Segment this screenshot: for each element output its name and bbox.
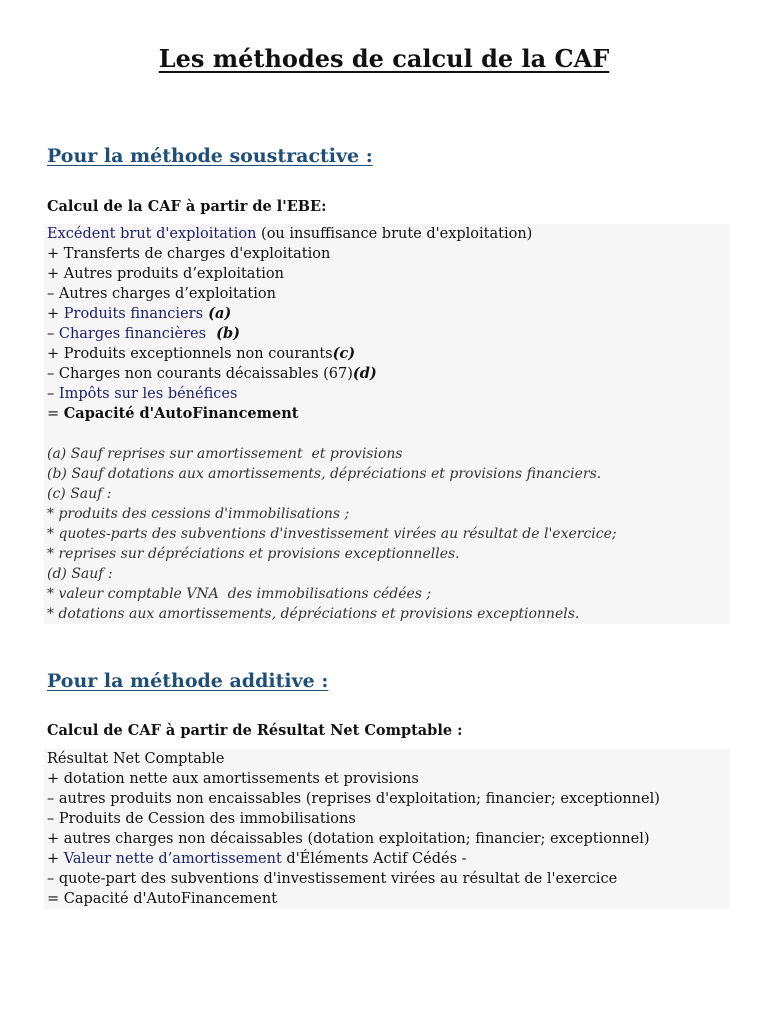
formula-line <box>47 304 727 324</box>
formula-line <box>47 364 727 384</box>
line-result: Capacité d'AutoFinancement <box>63 405 299 422</box>
formula-line: + Transferts de charges d'exploitation <box>47 246 331 262</box>
formula-line <box>47 849 727 869</box>
line-sign: = <box>47 406 64 422</box>
formula-line: + autres charges non décaissables (dotation exploitation; financier; exceptionnel) <box>47 831 650 847</box>
subheading-ebe: Calcul de la CAF à partir de l'EBE: <box>47 198 327 215</box>
line-term: Excédent brut d'exploitation <box>47 226 257 242</box>
line-note-ref: (d) <box>352 365 377 382</box>
footnote-line: * quotes-parts des subventions d'investissement virées au résultat de l'exercice; <box>47 526 617 542</box>
additive-formula-box <box>44 749 730 909</box>
formula-line: – Autres charges d’exploitation <box>47 286 276 302</box>
spacer <box>47 424 727 444</box>
formula-line: – quote-part des subventions d'investissement virées au résultat de l'exercice <box>47 871 618 887</box>
line-sign: – <box>47 386 59 402</box>
footnote-line: * dotations aux amortissements, dépréciations et provisions exceptionnels. <box>47 606 580 622</box>
footnote-line: * produits des cessions d'immobilisations ; <box>47 506 350 522</box>
line-term: Produits financiers <box>63 306 204 322</box>
formula-line <box>47 224 727 244</box>
line-note-ref: (c) <box>332 345 356 362</box>
formula-line <box>47 384 727 404</box>
section-heading-additive: Pour la méthode additive : <box>47 670 329 692</box>
footnote-line: (a) Sauf reprises sur amortissement et provisions <box>47 446 403 462</box>
line-text: – Charges non courants décaissables (67) <box>47 366 353 382</box>
formula-line: + Autres produits d’exploitation <box>47 266 284 282</box>
formula-line: = Capacité d'AutoFinancement <box>47 891 278 907</box>
subheading-rnc: Calcul de CAF à partir de Résultat Net Comptable : <box>47 722 463 739</box>
footnote-line: (d) Sauf : <box>47 566 113 582</box>
line-sign: – <box>47 326 59 342</box>
line-note-ref: (a) <box>203 305 232 322</box>
formula-line: – Produits de Cession des immobilisations <box>47 811 356 827</box>
formula-line <box>47 344 727 364</box>
line-sign: + <box>47 851 64 867</box>
formula-line <box>47 404 727 424</box>
line-text: d'Éléments Actif Cédés - <box>281 851 467 867</box>
formula-line: + dotation nette aux amortissements et provisions <box>47 771 419 787</box>
formula-line: – autres produits non encaissables (reprises d'exploitation; financier; exceptionnel) <box>47 791 660 807</box>
line-text: (ou insuffisance brute d'exploitation) <box>256 226 533 242</box>
line-note-ref: (b) <box>206 325 241 342</box>
line-term: Impôts sur les bénéfices <box>58 386 238 402</box>
section-heading-soustractive: Pour la méthode soustractive : <box>47 145 373 167</box>
line-term: Valeur nette d’amortissement <box>63 851 282 867</box>
footnote-line: (c) Sauf : <box>47 486 112 502</box>
formula-line: Résultat Net Comptable <box>47 751 225 767</box>
footnote-line: (b) Sauf dotations aux amortissements, dépréciations et provisions financiers. <box>47 466 602 482</box>
line-text: + Produits exceptionnels non courants <box>47 346 333 362</box>
formula-line <box>47 324 727 344</box>
line-term: Charges financières <box>58 326 207 342</box>
soustractive-formula-box <box>44 224 730 624</box>
page-title: Les méthodes de calcul de la CAF <box>158 44 610 73</box>
footnote-line: * valeur comptable VNA des immobilisations cédées ; <box>47 586 432 602</box>
footnote-line: * reprises sur dépréciations et provisions exceptionnelles. <box>47 546 460 562</box>
line-sign: + <box>47 306 64 322</box>
